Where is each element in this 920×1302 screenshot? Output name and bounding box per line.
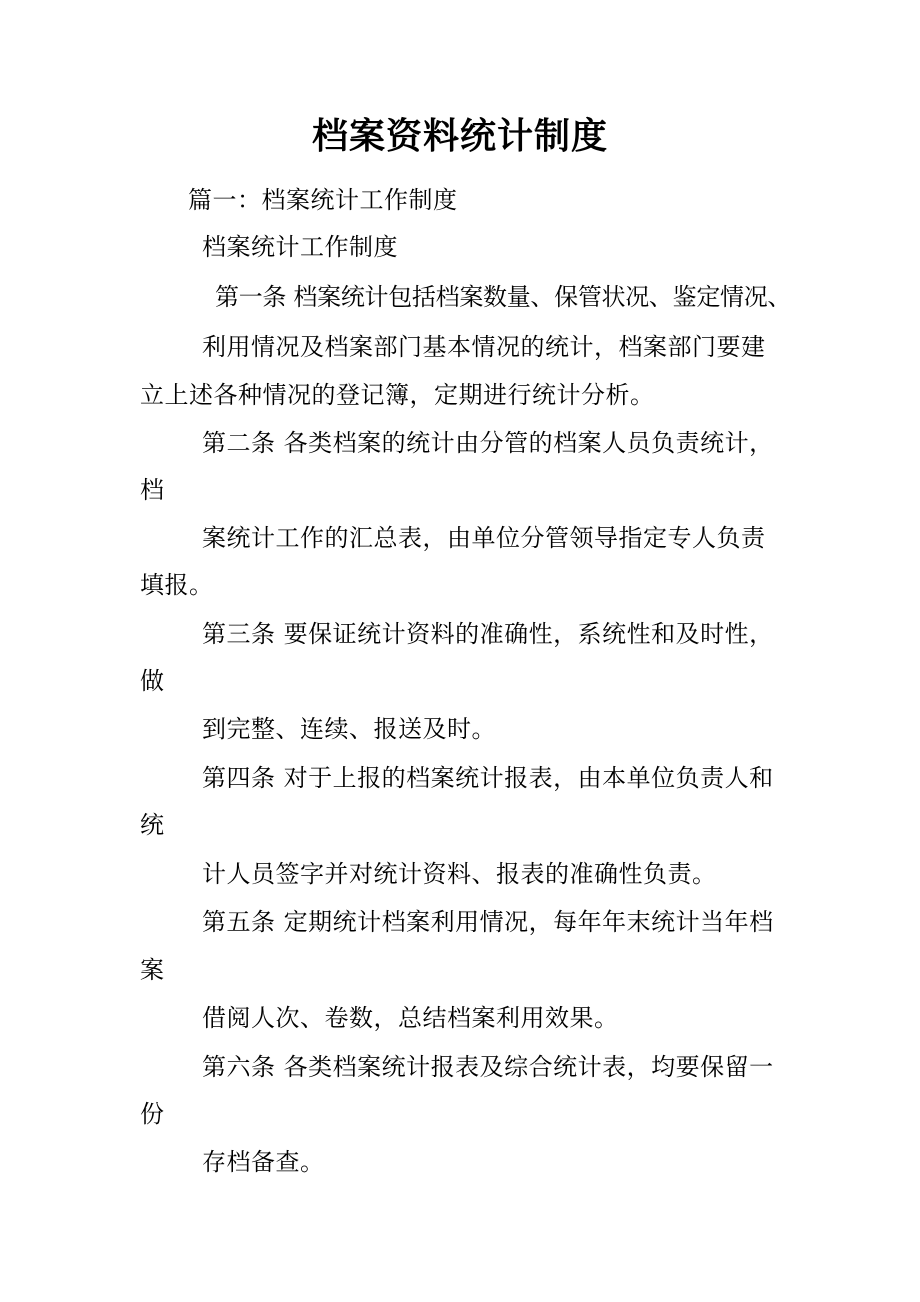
article-2-line-1: 第二条 各类档案的统计由分管的档案人员负责统计，	[202, 429, 774, 457]
article-6-line-2: 份	[140, 1100, 165, 1128]
article-6-line-1: 第六条 各类档案统计报表及综合统计表，均要保留一	[202, 1053, 774, 1081]
document-title: 档案资料统计制度	[311, 115, 608, 157]
article-1-line-3: 立上述各种情况的登记簿，定期进行统计分析。	[140, 381, 655, 409]
article-2-line-2: 档	[140, 476, 165, 504]
article-5-line-1: 第五条 定期统计档案利用情况，每年年末统计当年档	[202, 908, 774, 936]
section-subtitle: 档案统计工作制度	[202, 233, 398, 261]
article-2-line-4: 填报。	[140, 571, 214, 599]
article-1-line-2: 利用情况及档案部门基本情况的统计，档案部门要建	[202, 333, 766, 361]
article-3-line-3: 到完整、连续、报送及时。	[202, 715, 496, 743]
article-4-line-1: 第四条 对于上报的档案统计报表，由本单位负责人和	[202, 764, 774, 792]
article-5-line-2: 案	[140, 956, 165, 984]
section-heading: 篇一：档案统计工作制度	[188, 186, 458, 214]
article-1-line-1: 第一条 档案统计包括档案数量、保管状况、鉴定情况、	[215, 283, 792, 311]
article-6-line-3: 存档备查。	[202, 1148, 325, 1176]
article-3-line-1: 第三条 要保证统计资料的准确性，系统性和及时性，	[202, 620, 774, 648]
article-3-line-2: 做	[140, 667, 165, 695]
article-5-line-3: 借阅人次、卷数，总结档案利用效果。	[202, 1004, 619, 1032]
article-2-line-3: 案统计工作的汇总表，由单位分管领导指定专人负责	[202, 524, 766, 552]
article-4-line-3: 计人员签字并对统计资料、报表的准确性负责。	[202, 860, 717, 888]
article-4-line-2: 统	[140, 811, 165, 839]
